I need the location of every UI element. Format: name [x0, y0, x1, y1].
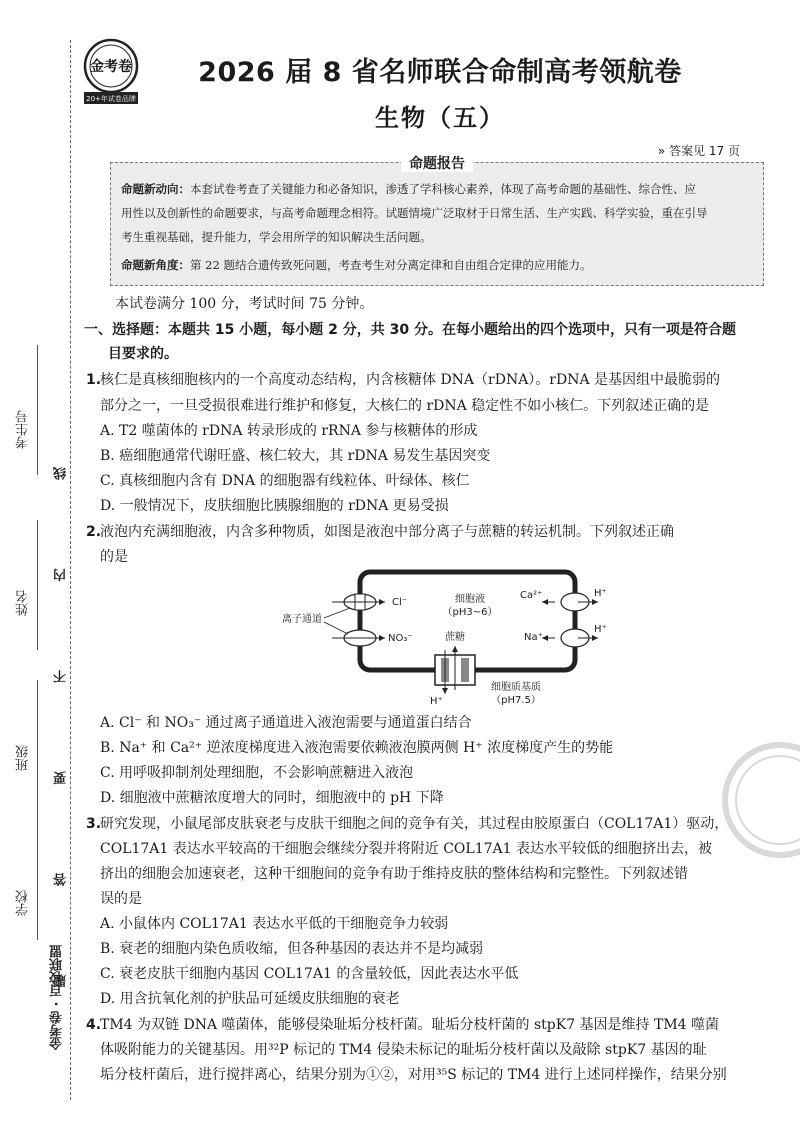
- q3-stem-line2: COL17A1 表达水平较高的干细胞会继续分裂并将附近 COL17A1 表达水平较低的细胞挤出去，被: [100, 841, 712, 857]
- exam-no-label: 考生号: [16, 410, 31, 449]
- section-heading-line1: 一、选择题：本题共 15 小题，每小题 2 分，共 30 分。在每小题给出的四个选项中，只有一项是符合题: [84, 322, 736, 338]
- pointer-channel-2: [324, 622, 348, 634]
- label-ca: Ca²⁺: [520, 590, 543, 601]
- report-title: 命题报告: [111, 153, 763, 173]
- label-cytoplasm-ph: （pH7.5）: [491, 695, 541, 706]
- q1-number: 1.: [86, 372, 102, 388]
- logo-tagline-text: 20+年试卷品牌: [86, 95, 136, 103]
- q3-stem-line3: 挤出的细胞会加速衰老，这种干细胞间的竞争有助于维持皮肤的整体结构和完整性。下列叙述错: [100, 866, 688, 882]
- answer-reference-text: 答案见 17 页: [669, 144, 740, 158]
- label-h1: H⁺: [594, 588, 607, 599]
- pointer-channel-1: [324, 608, 350, 618]
- q3-option-c: C. 衰老皮肤干细胞内基因 COL17A1 的含量较低，因此表达水平低: [100, 966, 519, 982]
- exam-subject: 生物（五）: [375, 104, 505, 132]
- label-sucrose: 蔗糖: [445, 632, 465, 643]
- q4-stem-line3: 垢分枝杆菌后，进行搅拌离心，结果分别为①②，对用³⁵S 标记的 TM4 进行上述同样操作，结果分别: [100, 1067, 727, 1083]
- school-line: [37, 810, 38, 940]
- q3-option-b: B. 衰老的细胞内染色质收缩，但各种基因的表达并不是均减弱: [100, 941, 484, 957]
- school-label: 学校: [16, 890, 31, 916]
- q2-option-c: C. 用呼吸抑制剂处理细胞，不会影响蔗糖进入液泡: [100, 765, 414, 781]
- class-line: [37, 680, 38, 810]
- q2-option-a: A. Cl⁻ 和 NO₃⁻ 通过离子通道进入液泡需要与通道蛋白结合: [100, 715, 472, 731]
- label-cl: Cl⁻: [392, 597, 408, 608]
- antiporter-sucrose-right: [461, 658, 469, 682]
- q4-stem-line1: TM4 为双链 DNA 噬菌体，能够侵染耻垢分枝杆菌。耻垢分枝杆菌的 stpK7 基因是维持 TM4 噬菌: [100, 1017, 720, 1033]
- label-cell-sap-ph: （pH3~6）: [442, 607, 498, 618]
- q3-number: 3.: [86, 816, 102, 832]
- exam-title: 2026 届 8 省名师联合命制高考领航卷: [198, 57, 682, 88]
- q1-stem-line1: 核仁是真核细胞核内的一个高度动态结构，内含核糖体 DNA（rDNA）。rDNA 是基因组中最脆弱的: [100, 372, 721, 388]
- q3-stem-line4: 误的是: [100, 891, 142, 907]
- name-label: 姓名: [16, 590, 31, 616]
- arrowhead-h-out2: [592, 635, 598, 641]
- q1-option-c: C. 真核细胞内含有 DNA 的细胞器有线粒体、叶绿体、核仁: [100, 473, 470, 489]
- q1-option-d: D. 一般情况下，皮肤细胞比胰腺细胞的 rDNA 更易受损: [100, 498, 449, 514]
- label-no3: NO₃⁻: [388, 633, 413, 644]
- q4-stem-line2: 体吸附能力的关键基因。用³²P 标记的 TM4 侵染未标记的耻垢分枝杆菌以及敲除 stpK7 基因的耻: [100, 1042, 707, 1058]
- brand-logo: [80, 38, 142, 106]
- label-cytoplasm: 细胞质基质: [491, 682, 541, 693]
- alliance-label: 金考卷 · 百校联盟: [50, 945, 65, 1050]
- double-chevron-icon: »: [657, 144, 666, 158]
- name-line: [37, 520, 38, 650]
- arrowhead-no3: [379, 635, 385, 641]
- q4-number: 4.: [86, 1017, 102, 1033]
- q2-number: 2.: [86, 524, 102, 540]
- binding-strip: [0, 0, 90, 1130]
- logo-brand-text: 金考卷: [90, 59, 132, 75]
- q2-stem-line1: 液泡内充满细胞液，内含多种物质，如图是液泡中部分离子与蔗糖的转运机制。下列叙述正确: [100, 524, 674, 540]
- q2-option-d: D. 细胞液中蔗糖浓度增大的同时，细胞液中的 pH 下降: [100, 790, 444, 806]
- q1-stem-line2: 部分之一，一旦受损很难进行维护和修复，大核仁的 rDNA 稳定性不如小核仁。下列叙述正确的是: [100, 398, 710, 414]
- arrowhead-sucrose: [452, 646, 458, 652]
- q3-stem-line1: 研究发现，小鼠尾部皮肤衰老与皮肤干细胞之间的竞争有关，其过程由胶原蛋白（COL17A1）驱动，: [100, 816, 729, 832]
- q2-stem-line2: 的是: [100, 549, 128, 565]
- q2-option-b: B. Na⁺ 和 Ca²⁺ 逆浓度梯度进入液泡需要依赖液泡膜两侧 H⁺ 浓度梯度产生的势能: [100, 740, 614, 756]
- label-h3: H⁺: [430, 696, 443, 707]
- label-cell-sap: 细胞液: [455, 594, 485, 605]
- exam-no-line: [37, 345, 38, 475]
- q3-option-a: A. 小鼠体内 COL17A1 表达水平低的干细胞竞争力较弱: [100, 916, 449, 932]
- section-heading-line2: 目要求的。: [108, 346, 178, 362]
- q1-option-b: B. 癌细胞通常代谢旺盛、核仁较大，其 rDNA 易发生基因突变: [100, 448, 491, 464]
- arrowhead-ca: [542, 599, 548, 605]
- report-new-angle: 命题新角度：第 22 题结合遗传致死问题，考查考生对分离定律和自由组合定律的应用能力。: [121, 258, 592, 272]
- arrowhead-cl: [379, 599, 385, 605]
- arrowhead-h-out1: [592, 599, 598, 605]
- exam-intro: 本试卷满分 100 分，考试时间 75 分钟。: [115, 296, 374, 312]
- label-ion-channel: 离子通道: [282, 614, 322, 625]
- class-label: 班级: [16, 745, 31, 771]
- watermark-stamp: [700, 740, 800, 860]
- no-answer-warning: 题 答 要 不 内 线: [54, 425, 69, 988]
- report-box: [110, 156, 764, 286]
- report-new-trend: 命题新动向：本套试卷考查了关键能力和必备知识，渗透了学科核心素养，体现了高考命题的基础性、综合性、应 用性以及创新性的命题要求，与高考命题理念相符。试题情境广泛取材于日常生活、生产实践、科学实验，重在引导 考生重视基础，提升能力，学会用所学的知识解决生活问题。: [121, 182, 708, 244]
- label-h2: H⁺: [594, 624, 607, 635]
- q3-option-d: D. 用含抗氧化剂的护肤品可延缓皮肤细胞的衰老: [100, 991, 400, 1007]
- label-na: Na⁺: [524, 632, 543, 643]
- arrowhead-h-down: [442, 688, 448, 694]
- arrowhead-na: [542, 635, 548, 641]
- q1-option-a: A. T2 噬菌体的 rDNA 转录形成的 rRNA 参与核糖体的形成: [100, 423, 478, 439]
- vacuole-transport-diagram: [280, 560, 610, 720]
